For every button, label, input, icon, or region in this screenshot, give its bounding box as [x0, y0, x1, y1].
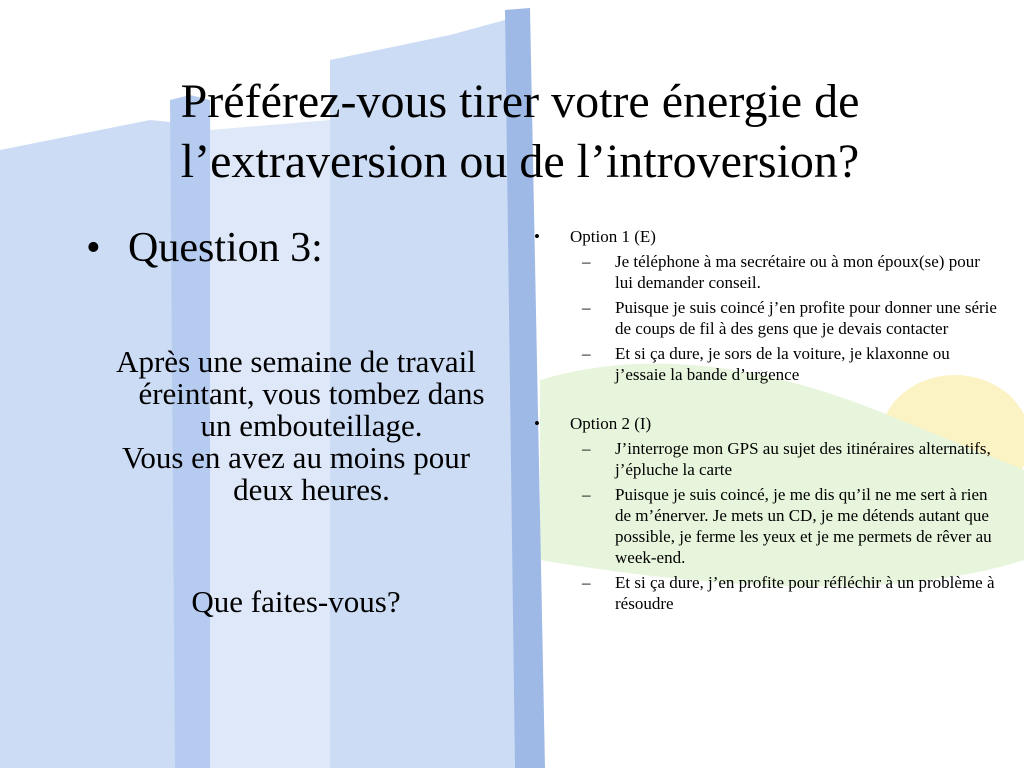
option-1-item — [532, 251, 1002, 293]
option-1-item — [532, 343, 1002, 385]
option-2-item — [532, 484, 1002, 568]
dash-icon: – — [582, 573, 591, 592]
bullet-icon: • — [534, 227, 540, 246]
option-2 — [532, 413, 1002, 434]
options-list — [532, 226, 1002, 614]
dash-icon: – — [582, 252, 591, 271]
bullet-icon: • — [86, 225, 101, 271]
dash-icon: – — [582, 439, 591, 458]
scenario-text — [96, 346, 496, 618]
question-label: Question 3: — [128, 225, 323, 271]
option-item-text: Et si ça dure, j’en profite pour réfléchir à un problème à résoudre — [615, 573, 995, 613]
option-1 — [532, 226, 1002, 247]
slide-title — [60, 72, 980, 192]
title-line: l’extraversion ou de l’introversion? — [180, 135, 860, 188]
option-label: Option 2 (I) — [570, 414, 652, 433]
option-2-item — [532, 572, 1002, 614]
option-1-item — [532, 297, 1002, 339]
title-line: Préférez-vous tirer votre énergie de — [180, 75, 860, 128]
scenario-question: Que faites-vous? — [191, 584, 401, 619]
option-item-text: Et si ça dure, je sors de la voiture, je klaxonne ou j’essaie la bande d’urgence — [615, 344, 950, 384]
option-label: Option 1 (E) — [570, 227, 656, 246]
dash-icon: – — [582, 298, 591, 317]
option-2-item — [532, 438, 1002, 480]
dash-icon: – — [582, 344, 591, 363]
scenario-paragraph: Après une semaine de travail éreintant, vous tombez dans un embouteillage. — [116, 344, 485, 443]
bullet-icon: • — [534, 414, 540, 433]
option-item-text: Puisque je suis coincé, je me dis qu’il ne me sert à rien de m’énerver. Je mets un CD, je me détends autant que possible, je ferme les yeux et je me permets de rêver au week-end. — [615, 485, 992, 567]
scenario-paragraph: Vous en avez au moins pour deux heures. — [121, 440, 471, 507]
option-item-text: J’interroge mon GPS au sujet des itinéraires alternatifs, j’épluche la carte — [615, 439, 991, 479]
dash-icon: – — [582, 485, 591, 504]
option-item-text: Je téléphone à ma secrétaire ou à mon époux(se) pour lui demander conseil. — [615, 252, 980, 292]
option-item-text: Puisque je suis coincé j’en profite pour donner une série de coups de fil à des gens que je devais contacter — [615, 298, 997, 338]
